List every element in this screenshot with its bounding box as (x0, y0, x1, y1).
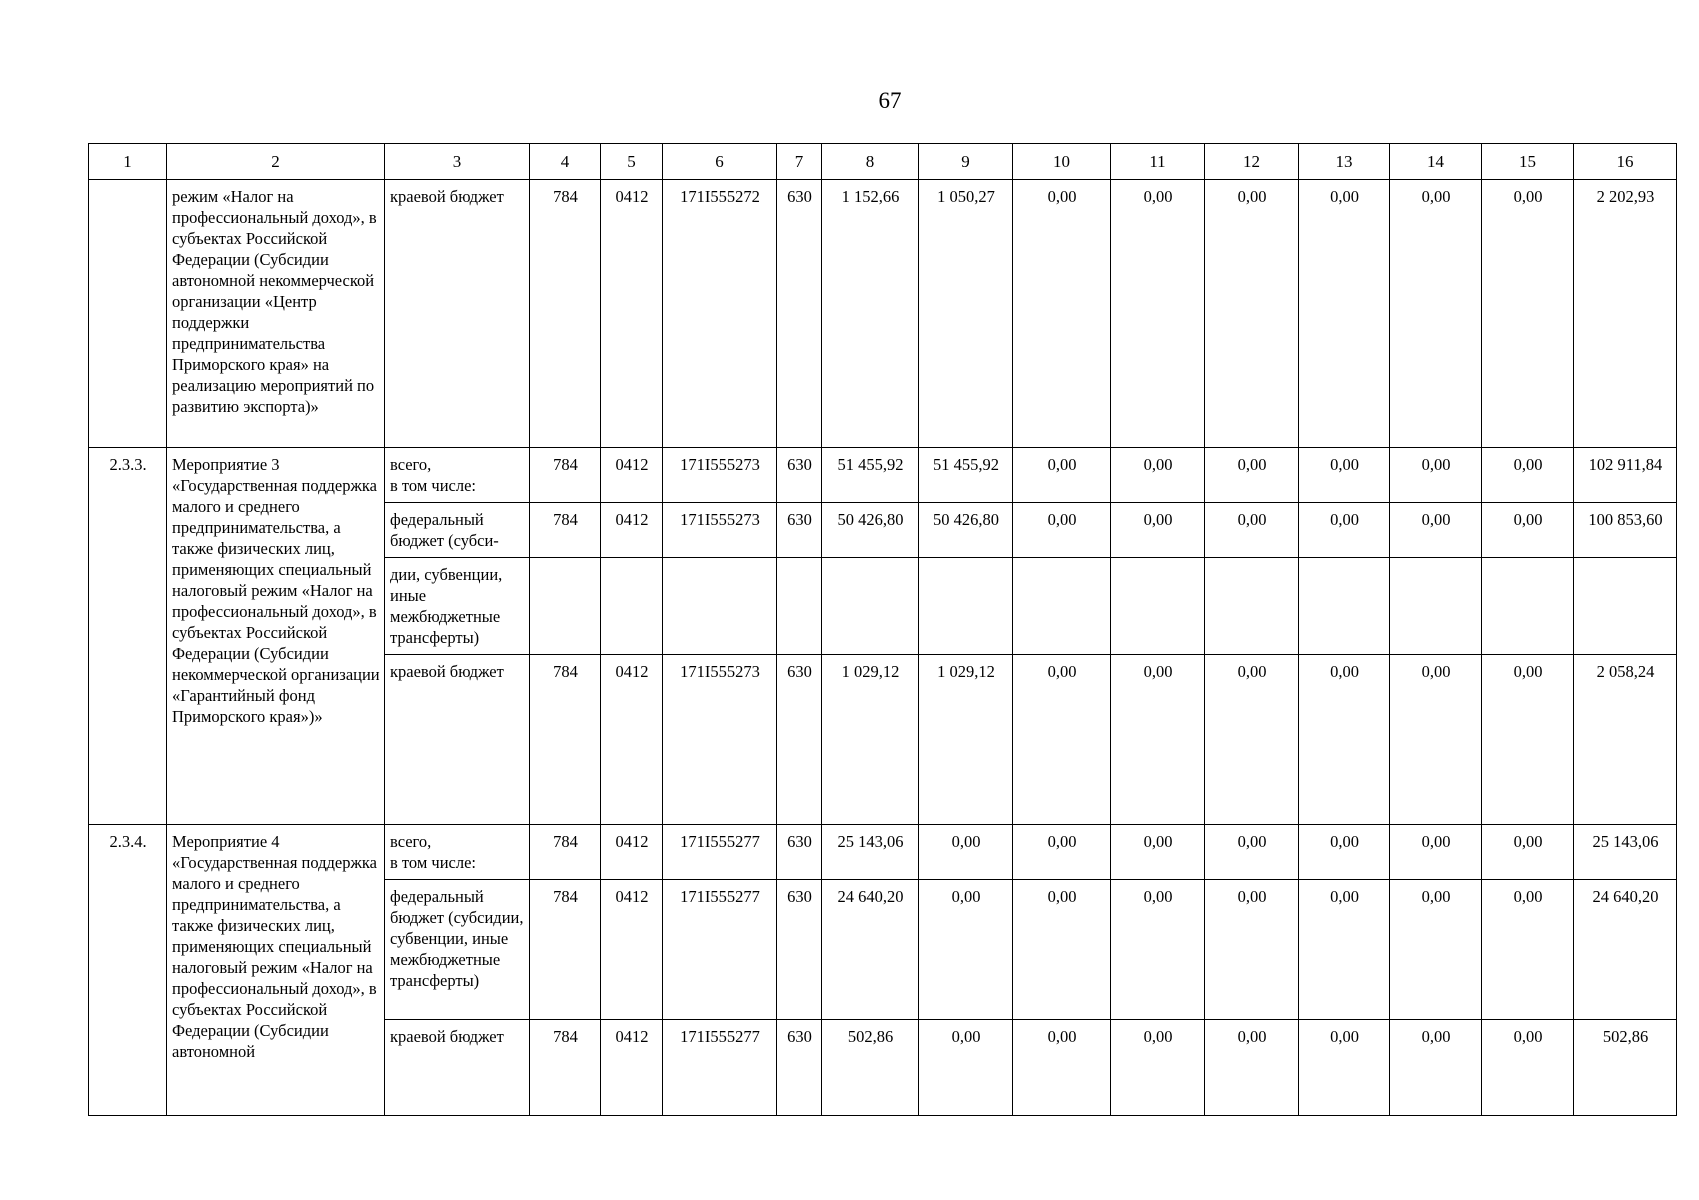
cell-col15: 0,00 (1482, 1020, 1574, 1116)
cell-col4: 784 (530, 503, 601, 558)
cell-col11: 0,00 (1111, 503, 1205, 558)
column-header: 13 (1299, 144, 1390, 180)
cell-col6: 171I555272 (663, 180, 777, 448)
column-header: 9 (919, 144, 1013, 180)
cell-col12: 0,00 (1205, 880, 1299, 1020)
funding-source: краевой бюджет (385, 655, 530, 825)
empty-cell (1111, 558, 1205, 655)
cell-col6: 171I555273 (663, 448, 777, 503)
cell-col14: 0,00 (1390, 1020, 1482, 1116)
cell-col6: 171I555273 (663, 655, 777, 825)
cell-col9: 0,00 (919, 825, 1013, 880)
empty-cell (1013, 558, 1111, 655)
cell-col14: 0,00 (1390, 180, 1482, 448)
funding-source: всего, в том числе: (385, 448, 530, 503)
cell-col9: 0,00 (919, 1020, 1013, 1116)
cell-col13: 0,00 (1299, 503, 1390, 558)
table-row (89, 448, 1677, 503)
cell-col4: 784 (530, 880, 601, 1020)
empty-cell (530, 558, 601, 655)
column-header: 14 (1390, 144, 1482, 180)
cell-col6: 171I555277 (663, 1020, 777, 1116)
empty-cell (1390, 558, 1482, 655)
cell-col14: 0,00 (1390, 825, 1482, 880)
budget-table (88, 143, 1677, 1116)
item-number: 2.3.4. (89, 825, 167, 1116)
cell-col13: 0,00 (1299, 180, 1390, 448)
column-header: 8 (822, 144, 919, 180)
empty-cell (777, 558, 822, 655)
cell-col5: 0412 (601, 448, 663, 503)
column-header: 12 (1205, 144, 1299, 180)
column-header: 3 (385, 144, 530, 180)
funding-source: краевой бюджет (385, 180, 530, 448)
cell-col16: 25 143,06 (1574, 825, 1677, 880)
cell-col13: 0,00 (1299, 448, 1390, 503)
empty-cell (822, 558, 919, 655)
cell-col10: 0,00 (1013, 180, 1111, 448)
cell-col11: 0,00 (1111, 655, 1205, 825)
funding-source: федеральный бюджет (субси- (385, 503, 530, 558)
cell-col13: 0,00 (1299, 655, 1390, 825)
empty-cell (1482, 558, 1574, 655)
column-header: 16 (1574, 144, 1677, 180)
cell-col11: 0,00 (1111, 825, 1205, 880)
item-number-cell (89, 180, 167, 448)
cell-col8: 50 426,80 (822, 503, 919, 558)
cell-col15: 0,00 (1482, 825, 1574, 880)
header-row (89, 144, 1677, 180)
cell-col5: 0412 (601, 503, 663, 558)
cell-col4: 784 (530, 180, 601, 448)
cell-col13: 0,00 (1299, 825, 1390, 880)
cell-col14: 0,00 (1390, 503, 1482, 558)
cell-col16: 2 058,24 (1574, 655, 1677, 825)
cell-col5: 0412 (601, 655, 663, 825)
cell-col6: 171I555277 (663, 825, 777, 880)
cell-col12: 0,00 (1205, 180, 1299, 448)
cell-col11: 0,00 (1111, 1020, 1205, 1116)
cell-col8: 1 029,12 (822, 655, 919, 825)
cell-col11: 0,00 (1111, 880, 1205, 1020)
cell-col12: 0,00 (1205, 1020, 1299, 1116)
item-number: 2.3.3. (89, 448, 167, 825)
item-description: Мероприятие 4 «Государственная поддержка малого и среднего предпринимательства, а также физических лиц, применяющих специальный налоговый режим «Налог на профессиональный доход», в субъектах Российской Федерации (Субсидии автономной (167, 825, 385, 1116)
cell-col13: 0,00 (1299, 880, 1390, 1020)
cell-col7: 630 (777, 180, 822, 448)
column-header: 11 (1111, 144, 1205, 180)
cell-col4: 784 (530, 1020, 601, 1116)
cell-col14: 0,00 (1390, 448, 1482, 503)
cell-col13: 0,00 (1299, 1020, 1390, 1116)
cell-col10: 0,00 (1013, 655, 1111, 825)
cell-col7: 630 (777, 825, 822, 880)
column-header: 6 (663, 144, 777, 180)
cell-col9: 0,00 (919, 880, 1013, 1020)
table-row (89, 180, 1677, 448)
cell-col14: 0,00 (1390, 655, 1482, 825)
cell-col16: 102 911,84 (1574, 448, 1677, 503)
column-header: 5 (601, 144, 663, 180)
cell-col8: 24 640,20 (822, 880, 919, 1020)
cell-col7: 630 (777, 880, 822, 1020)
empty-cell (601, 558, 663, 655)
cell-col16: 24 640,20 (1574, 880, 1677, 1020)
funding-source: краевой бюджет (385, 1020, 530, 1116)
column-header: 2 (167, 144, 385, 180)
cell-col5: 0412 (601, 180, 663, 448)
empty-cell (1205, 558, 1299, 655)
cell-col4: 784 (530, 655, 601, 825)
cell-col8: 51 455,92 (822, 448, 919, 503)
cell-col15: 0,00 (1482, 180, 1574, 448)
cell-col15: 0,00 (1482, 448, 1574, 503)
cell-col9: 1 029,12 (919, 655, 1013, 825)
cell-col10: 0,00 (1013, 880, 1111, 1020)
cell-col16: 100 853,60 (1574, 503, 1677, 558)
cell-col7: 630 (777, 1020, 822, 1116)
empty-cell (663, 558, 777, 655)
cell-col6: 171I555273 (663, 503, 777, 558)
cell-col15: 0,00 (1482, 655, 1574, 825)
table-row (89, 825, 1677, 880)
cell-col9: 51 455,92 (919, 448, 1013, 503)
cell-col8: 25 143,06 (822, 825, 919, 880)
cell-col10: 0,00 (1013, 503, 1111, 558)
cell-col16: 502,86 (1574, 1020, 1677, 1116)
cell-col5: 0412 (601, 880, 663, 1020)
empty-cell (919, 558, 1013, 655)
item-description: режим «Налог на профессиональный доход», в субъектах Российской Федерации (Субсидии автономной некоммерческой организации «Центр поддержки предпринимательства Приморского края» на реализацию мероприятий по развитию экспорта)» (167, 180, 385, 448)
empty-cell (1299, 558, 1390, 655)
cell-col10: 0,00 (1013, 448, 1111, 503)
page-number: 67 (878, 88, 902, 113)
column-header: 1 (89, 144, 167, 180)
empty-cell (1574, 558, 1677, 655)
cell-col10: 0,00 (1013, 825, 1111, 880)
funding-source: дии, субвенции, иные межбюджетные трансферты) (385, 558, 530, 655)
cell-col8: 502,86 (822, 1020, 919, 1116)
cell-col12: 0,00 (1205, 448, 1299, 503)
cell-col9: 1 050,27 (919, 180, 1013, 448)
cell-col5: 0412 (601, 825, 663, 880)
cell-col12: 0,00 (1205, 503, 1299, 558)
cell-col11: 0,00 (1111, 180, 1205, 448)
cell-col14: 0,00 (1390, 880, 1482, 1020)
cell-col15: 0,00 (1482, 503, 1574, 558)
cell-col7: 630 (777, 655, 822, 825)
cell-col6: 171I555277 (663, 880, 777, 1020)
cell-col7: 630 (777, 503, 822, 558)
funding-source: федеральный бюджет (субсидии, субвенции, иные межбюджетные трансферты) (385, 880, 530, 1020)
cell-col11: 0,00 (1111, 448, 1205, 503)
cell-col15: 0,00 (1482, 880, 1574, 1020)
column-header: 4 (530, 144, 601, 180)
cell-col16: 2 202,93 (1574, 180, 1677, 448)
column-header: 7 (777, 144, 822, 180)
cell-col12: 0,00 (1205, 825, 1299, 880)
column-header: 10 (1013, 144, 1111, 180)
cell-col8: 1 152,66 (822, 180, 919, 448)
item-description: Мероприятие 3 «Государственная поддержка малого и среднего предпринимательства, а также физических лиц, применяющих специальный налоговый режим «Налог на профессиональный доход», в субъектах Российской Федерации (Субсидии некоммерческой организации «Гарантийный фонд Приморского края»)» (167, 448, 385, 825)
cell-col12: 0,00 (1205, 655, 1299, 825)
funding-source: всего, в том числе: (385, 825, 530, 880)
column-header: 15 (1482, 144, 1574, 180)
cell-col5: 0412 (601, 1020, 663, 1116)
cell-col9: 50 426,80 (919, 503, 1013, 558)
cell-col10: 0,00 (1013, 1020, 1111, 1116)
cell-col4: 784 (530, 448, 601, 503)
cell-col7: 630 (777, 448, 822, 503)
cell-col4: 784 (530, 825, 601, 880)
